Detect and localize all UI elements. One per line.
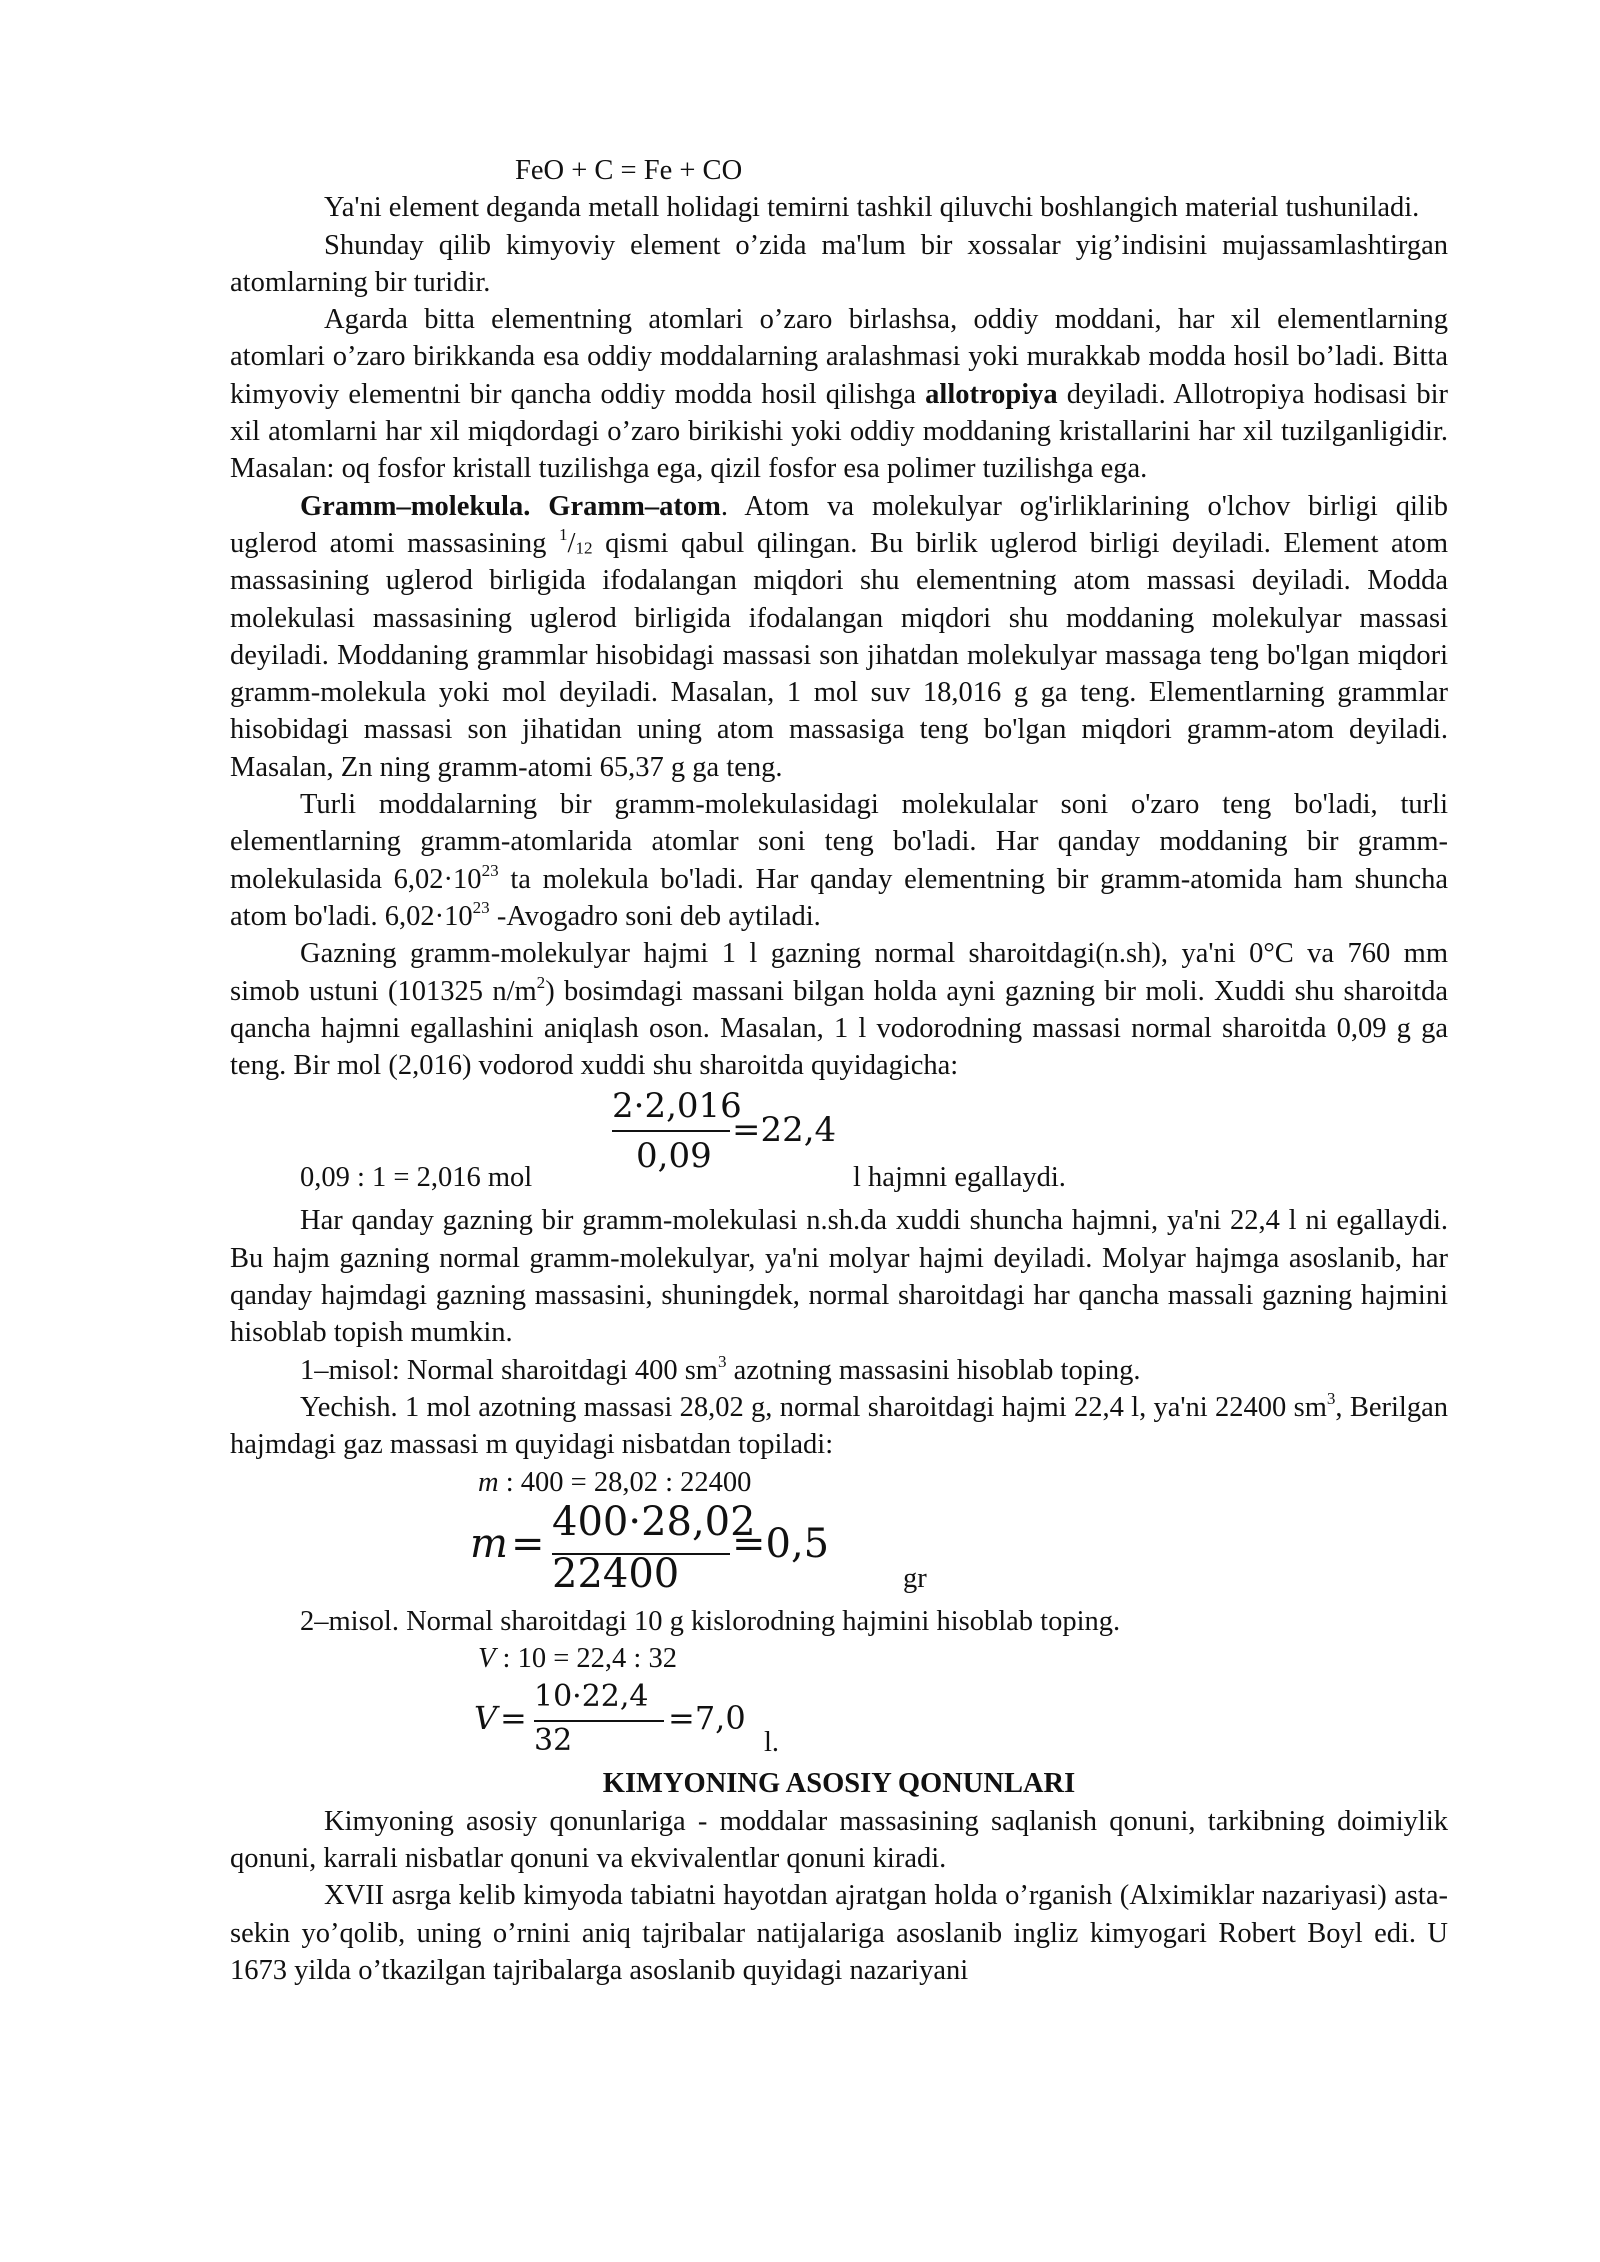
paragraph-allotropy: Agarda bitta elementning atomlari o’zaro birlashsa, oddiy moddani, har xil elementlarning atomlari o’zaro birikkanda esa oddiy moddalarning aralashmasi yoki murakkab modda hosil bo’ladi. Bitta kimyoviy elementni bir qancha oddiy modda hosil qilishga allotropiya deyiladi. Allotropiya hodisasi bir xil atomlarni har xil miqdordagi o’zaro birikishi yoki oddiy moddaning kristallarini har xil tuzilganligidir. Masalan: oq fosfor kristall tuzilishga ega, qizil fosfor esa polimer tuzilishga ega.: [230, 304, 1448, 485]
fraction-denominator: 32: [534, 1723, 573, 1759]
paragraph-molar-volume: Gazning gramm-molekulyar hajmi 1 l gazning normal sharoitdagi(n.sh), ya'ni 0°C va 760 mm simob ustuni (101325 $n/m^2$) bosimdagi massani bilgan holda ayni gazning bir moli. Xuddi shu sharoitda qancha hajmni egallashini aniqlash oson. Masalan, 1 l vodorodning massasi normal sharoitda 0,09 g ga teng. Bir mol (2,016) vodorod xuddi shu sharoitda quyidagicha:: [230, 938, 1448, 1082]
variable-m: m: [470, 1520, 508, 1567]
equation-mass-result: [230, 1498, 1448, 1603]
variable-v: V: [474, 1699, 498, 1738]
section-heading: KIMYONING ASOSIY QONUNLARI: [602, 1768, 1076, 1800]
equation-left-text: 0,09 : 1 = 2,016 mol: [300, 1162, 533, 1194]
unit-gr: gr: [903, 1562, 927, 1594]
example-1-task: 1–misol: Normal sharoitdagi 400 $sm^3$ azotning massasini hisoblab toping.: [300, 1351, 1141, 1386]
equation-right-text: l hajmni egallaydi.: [853, 1162, 1066, 1194]
paragraph-avogadro: Turli moddalarning bir gramm-molekulasidagi molekulalar soni o'zaro teng bo'ladi, turli elementlarning gramm-atomlarida atomlar soni teng bo'ladi. Har qanday moddaning bir gramm-molekulasida $6,02\cdot 10^{23}$ ta molekula bo'ladi. Har qanday elementning bir gramm-atomida ham shuncha atom bo'ladi. $6,02\cdot 10^{23}$ -Avogadro soni deb aytiladi.: [230, 789, 1448, 932]
equation-volume-result: [230, 1677, 1448, 1765]
paragraph-boyle-history: XVII asrga kelib kimyoda tabiatni hayotdan ajratgan holda o’rganish (Alximiklar nazariyasi) asta-sekin yo’qolib, uning o’rnini aniq tajribalar natijalariga asoslanib ingliz kimyogari Robert Boyl edi. U 1673 yilda o’tkazilgan tajribalarga asoslanib quyidagi nazariyani: [230, 1880, 1448, 1986]
equation-proportion-mass: m : 400 = 28,02 : 22400: [478, 1466, 752, 1498]
paragraph-gram-molecule: Gramm–molekula. Gramm–atom. Atom va molekulyar og'irliklarining o'lchov birligi qilib uglerod atomi massasining $^1/_{12}$ qismi qabul qilingan. Bu birlik uglerod birligi deyiladi. Element atom massasining uglerod birligida ifodalangan miqdori shu elementning atom massasi deyiladi. Modda molekulasi massasining uglerod birligida ifodalangan miqdori shu moddaning molekulyar massasi deyiladi. Moddaning grammlar hisobidagi massasi son jihatdan molekulyar massaga teng bo'lgan miqdori gramm-molekula yoki mol deyiladi. Masalan, 1 mol suv 18,016 g ga teng. Elementlarning grammlar hisobidagi massasi son jihatidan uning atom massasiga teng bo'lgan miqdori gramm-atom deyiladi. Masalan, Zn ning gramm-atomi 65,37 g ga teng.: [230, 490, 1448, 783]
paragraph-atoms-type: Shunday qilib kimyoviy element o’zida ma'lum bir xossalar yig’indisini mujassamlashtirgan atomlarning bir turidir.: [230, 229, 1448, 298]
term-gramm-molekula: Gramm–molekula. Gramm–atom: [300, 490, 721, 522]
equals-sign: =: [500, 1699, 527, 1738]
equation-proportion-volume: V : 10 = 22,4 : 32: [478, 1643, 677, 1675]
example-2-task: 2–misol. Normal sharoitdagi 10 g kislorodning hajmini hisoblab toping.: [300, 1605, 1121, 1637]
fraction-numerator: 2·2,016: [612, 1086, 742, 1127]
fraction-denominator: 22400: [552, 1550, 680, 1597]
equation-feo: FeO + C = Fe + CO: [515, 155, 743, 186]
document-body: [230, 150, 1448, 1989]
fraction-bar: [612, 1130, 730, 1132]
equation-hydrogen-volume: [230, 1084, 1448, 1202]
fraction-denominator: 0,09: [636, 1136, 712, 1177]
fraction-bar: [534, 1720, 664, 1722]
paragraph-molar-volume-usage: Har qanday gazning bir gramm-molekulasi n.sh.da xuddi shuncha hajmni, ya'ni 22,4 l ni egallaydi. Bu hajm gazning normal gramm-molekulyar, ya'ni molyar hajmi deyiladi. Molyar hajmga asoslanib, har qanday hajmdagi gazning massasini, shuningdek, normal sharoitdagi har qancha massali gazning hajmini hisoblab topish mumkin.: [230, 1205, 1448, 1349]
fraction-numerator: 10·22,4: [534, 1679, 649, 1715]
fraction-result: =22,4: [732, 1110, 837, 1151]
paragraph-element-definition: Ya'ni element deganda metall holidagi temirni tashkil qiluvchi boshlangich material tushuniladi.: [324, 192, 1420, 224]
equals-sign: =: [511, 1520, 545, 1567]
fraction-result: =7,0: [668, 1699, 746, 1738]
fraction-result: =0,5: [732, 1520, 830, 1567]
paragraph-basic-laws: Kimyoning asosiy qonunlariga - moddalar massasining saqlanish qonuni, tarkibning doimiylik qonuni, karrali nisbatlar qonuni va ekvivalentlar qonuni kiradi.: [230, 1805, 1448, 1874]
example-1-solution: Yechish. 1 mol azotning massasi 28,02 g, normal sharoitdagi hajmi 22,4 l, ya'ni 22400 $sm^3$, Berilgan hajmdagi gaz massasi m quyidagi nisbatdan topiladi:: [230, 1388, 1448, 1461]
term-allotropiya: allotropiya: [925, 378, 1058, 410]
unit-l: l.: [764, 1727, 780, 1759]
fraction-numerator: 400·28,02: [552, 1498, 756, 1545]
